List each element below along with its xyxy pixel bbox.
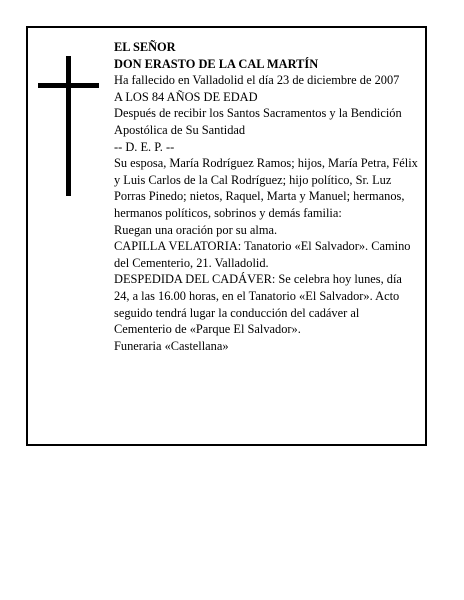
prayer-request: Ruegan una oración por su alma. bbox=[114, 222, 278, 237]
rip-line: -- D. E. P. -- bbox=[114, 139, 175, 154]
death-statement: Ha fallecido en Valladolid el día 23 de diciembre de 2007 bbox=[114, 73, 400, 88]
age-statement: A LOS 84 AÑOS DE EDAD bbox=[114, 89, 258, 104]
chapel-info: CAPILLA VELATORIA: Tanatorio «El Salvador». Camino del Cementerio, 21. Valladolid. bbox=[114, 239, 411, 270]
deceased-name: DON ERASTO DE LA CAL MARTÍN bbox=[114, 56, 319, 71]
cross-icon-crossbar bbox=[38, 83, 99, 88]
notice-title: EL SEÑOR bbox=[114, 40, 176, 54]
cross-icon bbox=[66, 56, 71, 196]
funeral-home: Funeraria «Castellana» bbox=[114, 338, 229, 353]
sacraments-statement: Después de recibir los Santos Sacramentos y la Bendición Apostólica de Su Santidad bbox=[114, 106, 402, 137]
family-list: Su esposa, María Rodríguez Ramos; hijos, María Petra, Félix y Luis Carlos de la Cal Rodríguez; hijo político, Sr. Luz Porras Pinedo; nietos, Raquel, Marta y Manuel; hermanos, hermanos políticos, sobrinos y demás familia: bbox=[114, 156, 418, 220]
farewell-info: DESPEDIDA DEL CADÁVER: Se celebra hoy lunes, día 24, a las 16.00 horas, en el Tanatorio «El Salvador». Acto seguido tendrá lugar la conducción del cadáver al Cementerio de «Parque El Salvador». bbox=[114, 272, 402, 337]
obituary-text bbox=[114, 39, 420, 354]
